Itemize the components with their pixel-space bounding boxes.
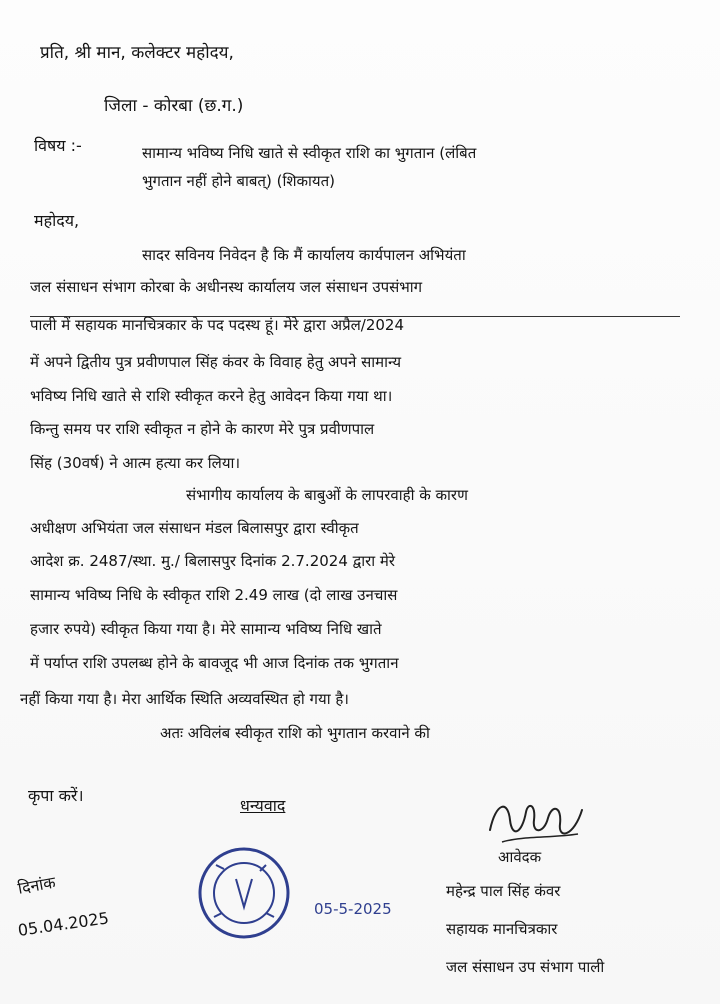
body-line: नहीं किया गया है। मेरा आर्थिक स्थिति अव्यवस्थित हो गया है। xyxy=(20,690,349,708)
body-line: जल संसाधन संभाग कोरबा के अधीनस्थ कार्यालय जल संसाधन उपसंभाग xyxy=(30,278,423,296)
office-seal xyxy=(196,845,292,941)
date-value: 05.04.2025 xyxy=(16,908,110,940)
stamp-number: 05-5-2025 xyxy=(314,900,392,918)
body-line: में पर्याप्त राशि उपलब्ध होने के बावजूद भी आज दिनांक तक भुगतान xyxy=(30,654,399,672)
body-line: हजार रुपये) स्वीकृत किया गया है। मेरे सामान्य भविष्य निधि खाते xyxy=(30,620,382,638)
body-line: किन्तु समय पर राशि स्वीकृत न होने के कारण मेरे पुत्र प्रवीणपाल xyxy=(30,420,375,438)
body-line: आदेश क्र. 2487/स्था. मु./ बिलासपुर दिनांक 2.7.2024 द्वारा मेरे xyxy=(30,552,396,570)
body-line: में अपने द्वितीय पुत्र प्रवीणपाल सिंह कंवर के विवाह हेतु अपने सामान्य xyxy=(30,353,402,371)
applicant-label: आवेदक xyxy=(498,848,542,866)
recipient-line: प्रति, श्री मान, कलेक्टर महोदय, xyxy=(40,43,234,63)
date-label: दिनांक xyxy=(16,872,57,898)
body-line: सिंह (30वर्ष) ने आत्म हत्या कर लिया। xyxy=(30,454,241,472)
body-line: सामान्य भविष्य निधि के स्वीकृत राशि 2.49 लाख (दो लाख उनचास xyxy=(30,586,398,604)
sender-name: महेन्द्र पाल सिंह कंवर xyxy=(446,882,561,900)
signature-image xyxy=(482,790,592,850)
recipient-district: जिला - कोरबा (छ.ग.) xyxy=(104,96,244,116)
sender-office: जल संसाधन उप संभाग पाली xyxy=(446,958,605,976)
closing-request: कृपा करें। xyxy=(28,786,84,805)
subject-label: विषय :- xyxy=(34,136,82,155)
body-line: संभागीय कार्यालय के बाबुओं के लापरवाही के कारण xyxy=(186,486,468,504)
body-line: अतः अविलंब स्वीकृत राशि को भुगतान करवाने की xyxy=(160,724,430,742)
body-line: अधीक्षण अभियंता जल संसाधन मंडल बिलासपुर द्वारा स्वीकृत xyxy=(30,519,359,537)
body-line: सादर सविनय निवेदन है कि मैं कार्यालय कार्यपालन अभियंता xyxy=(142,246,466,264)
subject-line-2: भुगतान नहीं होने बाबत्) (शिकायत) xyxy=(142,172,336,190)
body-line: भविष्य निधि खाते से राशि स्वीकृत करने हेतु आवेदन किया गया था। xyxy=(30,387,393,405)
salutation: महोदय, xyxy=(34,211,80,230)
sender-designation: सहायक मानचित्रकार xyxy=(446,920,558,938)
subject-line-1: सामान्य भविष्य निधि खाते से स्वीकृत राशि का भुगतान (लंबित xyxy=(142,144,477,162)
body-line: पाली में सहायक मानचित्रकार के पद पदस्थ हूं। मेरे द्वारा अप्रैल/2024 xyxy=(30,316,405,334)
thanks-text: धन्यवाद xyxy=(240,796,286,815)
